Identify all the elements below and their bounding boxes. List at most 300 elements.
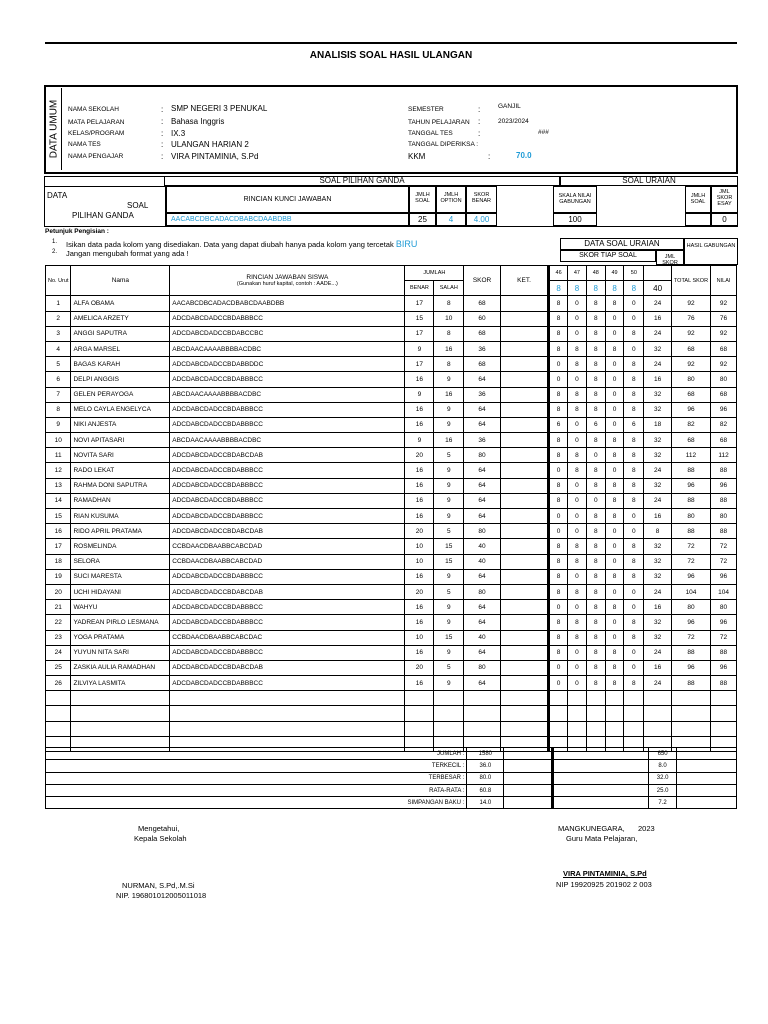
total-skor: 92 — [671, 296, 710, 311]
test-date-label: TANGGAL TES — [408, 130, 453, 137]
row-no: 25 — [46, 660, 71, 675]
uraian-score-49[interactable]: 8 — [605, 509, 624, 524]
uraian-score-49[interactable]: 8 — [605, 600, 624, 615]
uraian-score-48[interactable]: 8 — [586, 645, 605, 660]
student-name[interactable]: UCHI HIDAYANI — [71, 584, 170, 599]
salah-count: 5 — [434, 448, 464, 463]
ket-cell — [500, 448, 548, 463]
total-skor: 104 — [671, 584, 710, 599]
uraian-score-48[interactable]: 8 — [586, 660, 605, 675]
student-name[interactable]: RAHMA DONI SAPUTRA — [71, 478, 170, 493]
salah-count: 9 — [434, 600, 464, 615]
uraian-score-50[interactable]: 8 — [624, 630, 644, 645]
total-skor: 82 — [671, 417, 710, 432]
uraian-score-46[interactable]: 0 — [549, 509, 568, 524]
uraian-score-50[interactable]: 6 — [624, 417, 644, 432]
salah-count: 8 — [434, 326, 464, 341]
uraian-score-46[interactable]: 0 — [549, 676, 568, 691]
uraian-score-50[interactable]: 0 — [624, 341, 644, 356]
uraian-score-48 — [586, 721, 605, 736]
answer-key-input[interactable]: AACABCDBCADACDBABCDAABDBB — [166, 213, 409, 226]
uraian-score-49[interactable]: 8 — [605, 660, 624, 675]
uraian-score-46[interactable]: 0 — [549, 600, 568, 615]
uraian-score-46[interactable]: 8 — [549, 311, 568, 326]
uraian-score-49[interactable]: 0 — [605, 630, 624, 645]
pg-score: 68 — [464, 296, 501, 311]
uraian-score-49[interactable]: 8 — [605, 493, 624, 508]
ket-cell — [500, 433, 548, 448]
student-answers[interactable]: ADCDABCDADCCBDABCCBC — [170, 326, 405, 341]
student-answers[interactable]: CCBDAACDBAABBCABCDAD — [170, 554, 405, 569]
uraian-score-49[interactable]: 8 — [605, 433, 624, 448]
table-row — [46, 509, 737, 524]
school-value[interactable]: SMP NEGERI 3 PENUKAL — [171, 104, 268, 113]
test-name-value[interactable]: ULANGAN HARIAN 2 — [171, 140, 249, 149]
uraian-score-48[interactable]: 8 — [586, 402, 605, 417]
student-name[interactable]: ZASKIA AULIA RAMADHAN — [71, 660, 170, 675]
nilai: 72 — [711, 539, 737, 554]
uraian-score-48[interactable]: 8 — [586, 357, 605, 372]
uraian-score-50[interactable]: 8 — [624, 478, 644, 493]
ket-cell — [500, 326, 548, 341]
uraian-score-46[interactable]: 0 — [549, 524, 568, 539]
jml-skor: 32 — [644, 402, 672, 417]
uraian-score-50[interactable]: 0 — [624, 600, 644, 615]
student-name[interactable]: SELORA — [71, 554, 170, 569]
uraian-score-50 — [624, 691, 644, 706]
uraian-score-47[interactable]: 0 — [568, 600, 587, 615]
jml-skor: 24 — [644, 584, 672, 599]
nilai: 88 — [711, 463, 737, 478]
student-name[interactable]: ZILVIYA LASMITA — [71, 676, 170, 691]
uraian-score-49[interactable]: 0 — [605, 311, 624, 326]
student-answers[interactable]: ADCDABCDADCCBDABBBCC — [170, 615, 405, 630]
uraian-score-46[interactable]: 8 — [549, 478, 568, 493]
uraian-score-46[interactable]: 0 — [549, 357, 568, 372]
uraian-score-50[interactable]: 8 — [624, 326, 644, 341]
uraian-score-46 — [549, 691, 568, 706]
total-skor — [671, 706, 710, 721]
uraian-score-47[interactable]: 0 — [568, 509, 587, 524]
jml-skor: 32 — [644, 387, 672, 402]
student-name[interactable]: YUYUN NITA SARI — [71, 645, 170, 660]
uraian-score-46[interactable]: 8 — [549, 645, 568, 660]
stat-skor: 60.8 — [467, 784, 504, 796]
uraian-score-47[interactable]: 8 — [568, 554, 587, 569]
semester-value[interactable]: GANJIL — [498, 103, 521, 110]
uraian-score-50[interactable]: 0 — [624, 660, 644, 675]
uraian-score-49[interactable]: 0 — [605, 584, 624, 599]
row-no — [46, 706, 71, 721]
salah-count — [434, 721, 464, 736]
uraian-score-49[interactable]: 8 — [605, 478, 624, 493]
student-answers[interactable]: ADCDABCDADCCBDABBBCC — [170, 372, 405, 387]
uraian-score-49[interactable]: 0 — [605, 463, 624, 478]
uraian-score-47[interactable]: 8 — [568, 448, 587, 463]
ket-cell — [500, 600, 548, 615]
jml-skor: 24 — [644, 296, 672, 311]
class-value[interactable]: IX.3 — [171, 129, 186, 138]
uraian-score-48[interactable]: 8 — [586, 433, 605, 448]
ket-cell — [500, 676, 548, 691]
nilai: 104 — [711, 584, 737, 599]
row-no: 16 — [46, 524, 71, 539]
uraian-score-48[interactable]: 8 — [586, 676, 605, 691]
student-answers[interactable]: ADCDABCDADCCBDABBBCC — [170, 417, 405, 432]
uraian-score-50[interactable]: 8 — [624, 387, 644, 402]
uraian-score-47[interactable]: 0 — [568, 372, 587, 387]
uraian-score-50[interactable]: 0 — [624, 296, 644, 311]
uraian-score-47[interactable]: 8 — [568, 387, 587, 402]
uraian-score-46[interactable]: 8 — [549, 493, 568, 508]
student-name[interactable]: NIKI ANJESTA — [71, 417, 170, 432]
teacher-nip: NIP 19920925 201902 2 003 — [556, 880, 652, 889]
teacher-value[interactable]: VIRA PINTAMINIA, S.Pd — [171, 152, 259, 161]
benar-count: 16 — [405, 493, 434, 508]
student-name[interactable]: RADO LEKAT — [71, 463, 170, 478]
jml-skor: 32 — [644, 615, 672, 630]
student-name[interactable]: YADREAN PIRLO LESMANA — [71, 615, 170, 630]
uraian-score-47[interactable]: 0 — [568, 645, 587, 660]
max-q49[interactable]: 8 — [605, 281, 624, 296]
total-skor: 88 — [671, 493, 710, 508]
uraian-score-48[interactable]: 8 — [586, 569, 605, 584]
stat-label: RATA-RATA : — [46, 784, 467, 796]
uraian-score-46[interactable]: 8 — [549, 539, 568, 554]
uraian-score-47[interactable]: 8 — [568, 630, 587, 645]
uraian-score-46[interactable]: 0 — [549, 372, 568, 387]
student-name[interactable]: ARGA MARSEL — [71, 341, 170, 356]
uraian-score-49[interactable]: 0 — [605, 357, 624, 372]
salah-count: 9 — [434, 569, 464, 584]
col-q49: 49 — [605, 266, 624, 281]
uraian-score-50[interactable]: 8 — [624, 402, 644, 417]
uraian-score-47[interactable]: 0 — [568, 569, 587, 584]
student-name[interactable]: ANGGI SAPUTRA — [71, 326, 170, 341]
uraian-score-50[interactable]: 8 — [624, 448, 644, 463]
uraian-score-49[interactable]: 8 — [605, 569, 624, 584]
uraian-score-47[interactable]: 0 — [568, 478, 587, 493]
student-answers[interactable]: ADCDABCDADCCBDABBBCC — [170, 478, 405, 493]
uraian-score-46[interactable]: 0 — [549, 660, 568, 675]
student-name — [71, 721, 170, 736]
student-answers[interactable]: ADCDABCDADCCBDABBBCC — [170, 311, 405, 326]
student-answers[interactable]: ADCDABCDADCCBDABBBCC — [170, 509, 405, 524]
uraian-score-47[interactable]: 8 — [568, 357, 587, 372]
data-label: DATA — [47, 191, 68, 200]
jml-skor: 24 — [644, 357, 672, 372]
ket-cell — [500, 630, 548, 645]
uraian-score-47[interactable]: 8 — [568, 402, 587, 417]
salah-count: 5 — [434, 660, 464, 675]
row-no — [46, 691, 71, 706]
student-answers[interactable]: ABCDAACAAAABBBBACDBC — [170, 433, 405, 448]
student-name[interactable]: YOGA PRATAMA — [71, 630, 170, 645]
uraian-score-50[interactable]: 0 — [624, 645, 644, 660]
student-answers[interactable]: ADCDABCDADCCBDABBBCC — [170, 645, 405, 660]
uraian-score-48[interactable]: 8 — [586, 584, 605, 599]
stat-label: TERBESAR : — [46, 772, 467, 784]
salah-count: 15 — [434, 539, 464, 554]
nilai: 68 — [711, 341, 737, 356]
uraian-score-48[interactable]: 8 — [586, 600, 605, 615]
rincian-kunci-header: RINCIAN KUNCI JAWABAN — [166, 186, 409, 213]
max-q50[interactable]: 8 — [624, 281, 644, 296]
salah-count: 5 — [434, 584, 464, 599]
semester-label: SEMESTER — [408, 106, 444, 113]
uraian-score-49[interactable]: 8 — [605, 676, 624, 691]
total-skor: 96 — [671, 402, 710, 417]
student-answers[interactable]: ADCDABCDADCCBDABBBCC — [170, 493, 405, 508]
uraian-score-46[interactable]: 8 — [549, 341, 568, 356]
stat-jml: 650 — [649, 748, 677, 760]
uraian-score-47[interactable]: 0 — [568, 493, 587, 508]
uraian-score-47[interactable]: 0 — [568, 296, 587, 311]
stat-skor: 14.0 — [467, 797, 504, 809]
uraian-score-50[interactable]: 0 — [624, 524, 644, 539]
uraian-score-49[interactable]: 8 — [605, 645, 624, 660]
uraian-score-49[interactable]: 0 — [605, 615, 624, 630]
nilai: 68 — [711, 387, 737, 402]
nilai: 96 — [711, 402, 737, 417]
uraian-score-50[interactable]: 8 — [624, 493, 644, 508]
jml-skor: 8 — [644, 524, 672, 539]
student-name — [71, 706, 170, 721]
student-name[interactable]: SUCI MARESTA — [71, 569, 170, 584]
uraian-score-46[interactable]: 8 — [549, 402, 568, 417]
uraian-score-50[interactable]: 0 — [624, 584, 644, 599]
nilai: 76 — [711, 311, 737, 326]
uraian-score-48[interactable]: 8 — [586, 311, 605, 326]
ket-cell — [500, 706, 548, 721]
jml-skor: 24 — [644, 645, 672, 660]
uraian-score-48[interactable]: 8 — [586, 615, 605, 630]
salah-count: 10 — [434, 311, 464, 326]
student-answers[interactable]: ADCDABCDADCCBDABCDAB — [170, 660, 405, 675]
uraian-score-48[interactable]: 0 — [586, 448, 605, 463]
student-answers[interactable]: ADCDABCDADCCBDABCDAB — [170, 448, 405, 463]
student-answers[interactable]: ABCDAACAAAABBBBACDBC — [170, 387, 405, 402]
nilai: 80 — [711, 509, 737, 524]
pg-score: 64 — [464, 615, 501, 630]
student-name[interactable]: ALFA OBAMA — [71, 296, 170, 311]
uraian-score-50[interactable]: 8 — [624, 539, 644, 554]
nilai — [711, 721, 737, 736]
uraian-score-46[interactable]: 0 — [549, 463, 568, 478]
uraian-score-48[interactable]: 8 — [586, 341, 605, 356]
uraian-score-47[interactable]: 0 — [568, 524, 587, 539]
soal-uraian-header: SOAL URAIAN — [560, 176, 738, 186]
uraian-score-46[interactable]: 8 — [549, 584, 568, 599]
uraian-score-47 — [568, 691, 587, 706]
uraian-score-48[interactable]: 8 — [586, 509, 605, 524]
uraian-score-47[interactable]: 8 — [568, 615, 587, 630]
uraian-score-46[interactable]: 8 — [549, 326, 568, 341]
student-name[interactable]: DELPI ANGGIS — [71, 372, 170, 387]
max-q48[interactable]: 8 — [586, 281, 605, 296]
uraian-score-49[interactable]: 0 — [605, 402, 624, 417]
uraian-score-50[interactable]: 8 — [624, 372, 644, 387]
instructions-title: Petunjuk Pengisian : — [45, 228, 109, 235]
uraian-score-47[interactable]: 0 — [568, 311, 587, 326]
uraian-score-49[interactable]: 0 — [605, 387, 624, 402]
student-answers[interactable]: ABCDAACAAAABBBBACDBC — [170, 341, 405, 356]
benar-count — [405, 721, 434, 736]
uraian-score-46[interactable]: 8 — [549, 569, 568, 584]
year-value[interactable]: 2023/2024 — [498, 118, 529, 125]
uraian-score-46[interactable]: 8 — [549, 448, 568, 463]
total-skor: 76 — [671, 311, 710, 326]
ket-cell — [500, 524, 548, 539]
student-answers[interactable]: ADCDABCDADCCBDABBBCC — [170, 463, 405, 478]
benar-count: 16 — [405, 402, 434, 417]
uraian-score-48[interactable]: 8 — [586, 524, 605, 539]
jml-skor: 32 — [644, 478, 672, 493]
uraian-score-46[interactable]: 8 — [549, 433, 568, 448]
student-name[interactable]: NOVI APITASARI — [71, 433, 170, 448]
student-name[interactable]: RIDO APRIL PRATAMA — [71, 524, 170, 539]
uraian-score-48[interactable]: 8 — [586, 630, 605, 645]
student-name[interactable]: RIAN KUSUMA — [71, 509, 170, 524]
jmlh-option-value[interactable]: 4 — [436, 213, 466, 226]
max-q47[interactable]: 8 — [568, 281, 587, 296]
uraian-score-48[interactable]: 8 — [586, 296, 605, 311]
student-answers[interactable]: ADCDABCDADCCBDABBBCC — [170, 402, 405, 417]
skala-nilai-value[interactable]: 100 — [553, 213, 597, 226]
uraian-score-47[interactable]: 0 — [568, 417, 587, 432]
school-label: NAMA SEKOLAH — [68, 106, 119, 113]
uraian-score-48[interactable]: 8 — [586, 372, 605, 387]
student-answers — [170, 721, 405, 736]
nilai: 88 — [711, 645, 737, 660]
uraian-score-46[interactable]: 8 — [549, 296, 568, 311]
table-row — [46, 630, 737, 645]
row-no: 26 — [46, 676, 71, 691]
uraian-score-46[interactable]: 8 — [549, 615, 568, 630]
uraian-score-49[interactable]: 0 — [605, 554, 624, 569]
jml-skor: 16 — [644, 600, 672, 615]
subject-value[interactable]: Bahasa Inggris — [171, 117, 225, 126]
uraian-score-46[interactable]: 8 — [549, 554, 568, 569]
uraian-score-50[interactable]: 8 — [624, 615, 644, 630]
test-date-value[interactable]: ### — [538, 129, 549, 136]
jml-skor — [644, 706, 672, 721]
student-name[interactable]: WAHYU — [71, 600, 170, 615]
student-name[interactable]: BAGAS KARAH — [71, 357, 170, 372]
student-name[interactable]: RAMADHAN — [71, 493, 170, 508]
student-answers[interactable]: ADCDABCDADCCBDABCDAB — [170, 584, 405, 599]
total-skor: 72 — [671, 539, 710, 554]
uraian-score-47[interactable]: 0 — [568, 433, 587, 448]
uraian-score-50[interactable]: 0 — [624, 311, 644, 326]
uraian-score-50[interactable]: 0 — [624, 509, 644, 524]
skor-benar-value[interactable]: 4.00 — [466, 213, 497, 226]
uraian-score-49[interactable]: 0 — [605, 524, 624, 539]
uraian-score-46[interactable]: 6 — [549, 417, 568, 432]
uraian-score-49[interactable]: 0 — [605, 326, 624, 341]
student-answers[interactable]: ADCDABCDADCCBDABBBCC — [170, 676, 405, 691]
row-no: 18 — [46, 554, 71, 569]
max-q46[interactable]: 8 — [549, 281, 568, 296]
uraian-score-47[interactable]: 0 — [568, 326, 587, 341]
uraian-score-49[interactable]: 0 — [605, 372, 624, 387]
kkm-value[interactable]: 70.0 — [516, 151, 532, 160]
uraian-score-50[interactable]: 8 — [624, 554, 644, 569]
uraian-score-49[interactable]: 8 — [605, 448, 624, 463]
student-answers[interactable]: CCBDAACDBAABBCABCDAC — [170, 630, 405, 645]
instruction-2: Jangan mengubah format yang ada ! — [66, 249, 189, 258]
total-skor: 68 — [671, 341, 710, 356]
benar-count: 16 — [405, 372, 434, 387]
uraian-score-49[interactable]: 0 — [605, 539, 624, 554]
salah-count: 8 — [434, 296, 464, 311]
student-name[interactable]: MELO CAYLA ENGELYCA — [71, 402, 170, 417]
jml-skor: 24 — [644, 326, 672, 341]
student-name[interactable]: ROSMELINDA — [71, 539, 170, 554]
student-name[interactable]: AMELICA ARZETY — [71, 311, 170, 326]
stat-jml: 32.0 — [649, 772, 677, 784]
ket-cell — [500, 569, 548, 584]
uraian-score-49[interactable]: 8 — [605, 341, 624, 356]
student-answers[interactable]: ADCDABCDADCCBDABBBCC — [170, 600, 405, 615]
uraian-score-47[interactable]: 8 — [568, 341, 587, 356]
uraian-score-49[interactable]: 0 — [605, 417, 624, 432]
student-answers[interactable]: AACABCDBCADACDBABCDAABDBB — [170, 296, 405, 311]
uraian-score-47[interactable]: 8 — [568, 463, 587, 478]
student-name[interactable]: NOVITA SARI — [71, 448, 170, 463]
ket-cell — [500, 660, 548, 675]
jml-skor-esay-header: JML SKOR ESAY — [711, 186, 738, 213]
uraian-score-47[interactable]: 0 — [568, 676, 587, 691]
table-row — [46, 691, 737, 706]
uraian-score-47[interactable]: 0 — [568, 660, 587, 675]
uraian-score-48[interactable]: 8 — [586, 463, 605, 478]
jml-skor: 32 — [644, 448, 672, 463]
uraian-score-50[interactable]: 8 — [624, 676, 644, 691]
uraian-score-48[interactable]: 8 — [586, 387, 605, 402]
row-no: 4 — [46, 341, 71, 356]
pg-score — [464, 721, 501, 736]
uraian-score-47[interactable]: 8 — [568, 539, 587, 554]
uraian-score-47[interactable]: 8 — [568, 584, 587, 599]
pg-score: 68 — [464, 326, 501, 341]
uraian-score-49[interactable]: 8 — [605, 296, 624, 311]
student-answers[interactable]: ADCDABCDADCCBDABCDAB — [170, 524, 405, 539]
uraian-score-48[interactable]: 8 — [586, 478, 605, 493]
table-row — [46, 721, 737, 736]
student-answers[interactable]: CCBDAACDBAABBCABCDAD — [170, 539, 405, 554]
uraian-score-48[interactable]: 8 — [586, 554, 605, 569]
uraian-score-50[interactable]: 8 — [624, 463, 644, 478]
student-answers[interactable]: ADCDABCDADCCBDABBBCC — [170, 569, 405, 584]
pg-score: 36 — [464, 387, 501, 402]
row-no — [46, 721, 71, 736]
uraian-score-48[interactable]: 6 — [586, 417, 605, 432]
uraian-score-48[interactable]: 0 — [586, 493, 605, 508]
uraian-score-50[interactable]: 8 — [624, 357, 644, 372]
uraian-score-50[interactable]: 8 — [624, 569, 644, 584]
uraian-score-48[interactable]: 8 — [586, 539, 605, 554]
uraian-score-46[interactable]: 8 — [549, 387, 568, 402]
student-name[interactable]: GELEN PERAYOGA — [71, 387, 170, 402]
ket-cell — [500, 584, 548, 599]
uraian-score-48[interactable]: 8 — [586, 326, 605, 341]
jml-skor — [644, 691, 672, 706]
student-answers[interactable]: ADCDABCDADCCBDABBDDC — [170, 357, 405, 372]
uraian-score-46[interactable]: 8 — [549, 630, 568, 645]
uraian-score-50[interactable]: 8 — [624, 433, 644, 448]
ket-cell — [500, 615, 548, 630]
